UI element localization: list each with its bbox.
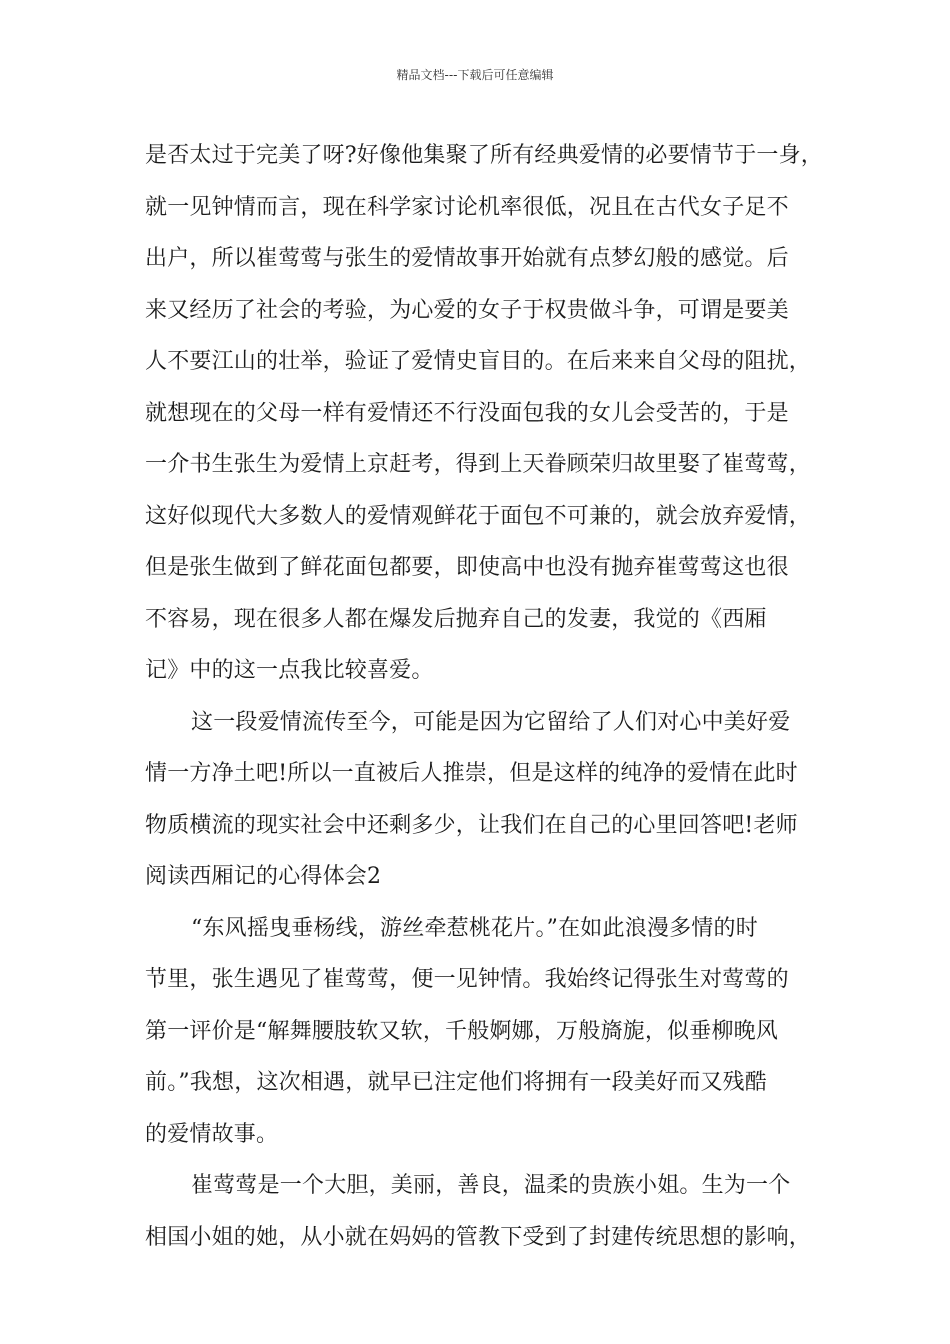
text-line: 不容易，现在很多人都在爆发后抛弃自己的发妻，我觉的《西厢 <box>145 606 767 632</box>
text-line: 前。”我想，这次相遇，就早已注定他们将拥有一段美好而又残酷 <box>145 1070 768 1095</box>
page-header: 精品文档---下载后可任意编辑 <box>396 68 554 82</box>
text-line: 物质横流的现实社会中还剩多少，让我们在自己的心里回答吧!老师 <box>145 812 798 838</box>
text-line: 情一方净土吧!所以一直被后人推崇，但是这样的纯净的爱情在此时 <box>145 761 798 786</box>
paragraph-start-line: “东风摇曳垂杨线，游丝牵惹桃花片。”在如此浪漫多情的时 <box>191 915 758 941</box>
text-line: 一介书生张生为爱情上京赶考，得到上天眷顾荣归故里娶了崔莺莺， <box>145 452 812 477</box>
text-line: 第一评价是“解舞腰肢软又软，千般婀娜，万般旖旎，似垂柳晚风 <box>145 1018 779 1044</box>
text-line: 来又经历了社会的考验，为心爱的女子于权贵做斗争，可谓是要美 <box>145 297 789 323</box>
body-text <box>145 130 825 1263</box>
text-line: 就一见钟情而言，现在科学家讨论机率很低，况且在古代女子足不 <box>145 194 789 220</box>
text-line: 节里，张生遇见了崔莺莺，便一见钟情。我始终记得张生对莺莺的 <box>145 967 789 992</box>
paragraph-start-line: 这一段爱情流传至今，可能是因为它留给了人们对心中美好爱 <box>191 709 791 735</box>
paragraph-start-line: 崔莺莺是一个大胆，美丽，善良，温柔的贵族小姐。生为一个 <box>191 1173 791 1198</box>
text-line: 记》中的这一点我比较喜爱。 <box>145 658 434 683</box>
text-line: 的爱情故事。 <box>145 1121 279 1147</box>
text-line: 这好似现代大多数人的爱情观鲜花于面包不可兼的，就会放弃爱情， <box>145 503 812 529</box>
text-line: 就想现在的父母一样有爱情还不行没面包我的女儿会受苦的，于是 <box>145 400 789 426</box>
text-line: 出户，所以崔莺莺与张生的爱情故事开始就有点梦幻般的感觉。后 <box>145 246 789 271</box>
text-line: 相国小姐的她，从小就在妈妈的管教下受到了封建传统思想的影响， <box>145 1224 812 1250</box>
text-line: 是否太过于完美了呀?好像他集聚了所有经典爱情的必要情节于一身， <box>145 143 823 168</box>
text-line: 人不要江山的壮举，验证了爱情史盲目的。在后来来自父母的阻扰， <box>145 349 812 374</box>
text-line: 但是张生做到了鲜花面包都要，即使高中也没有抛弃崔莺莺这也很 <box>145 555 789 580</box>
section-title-line: 阅读西厢记的心得体会2 <box>145 864 382 889</box>
